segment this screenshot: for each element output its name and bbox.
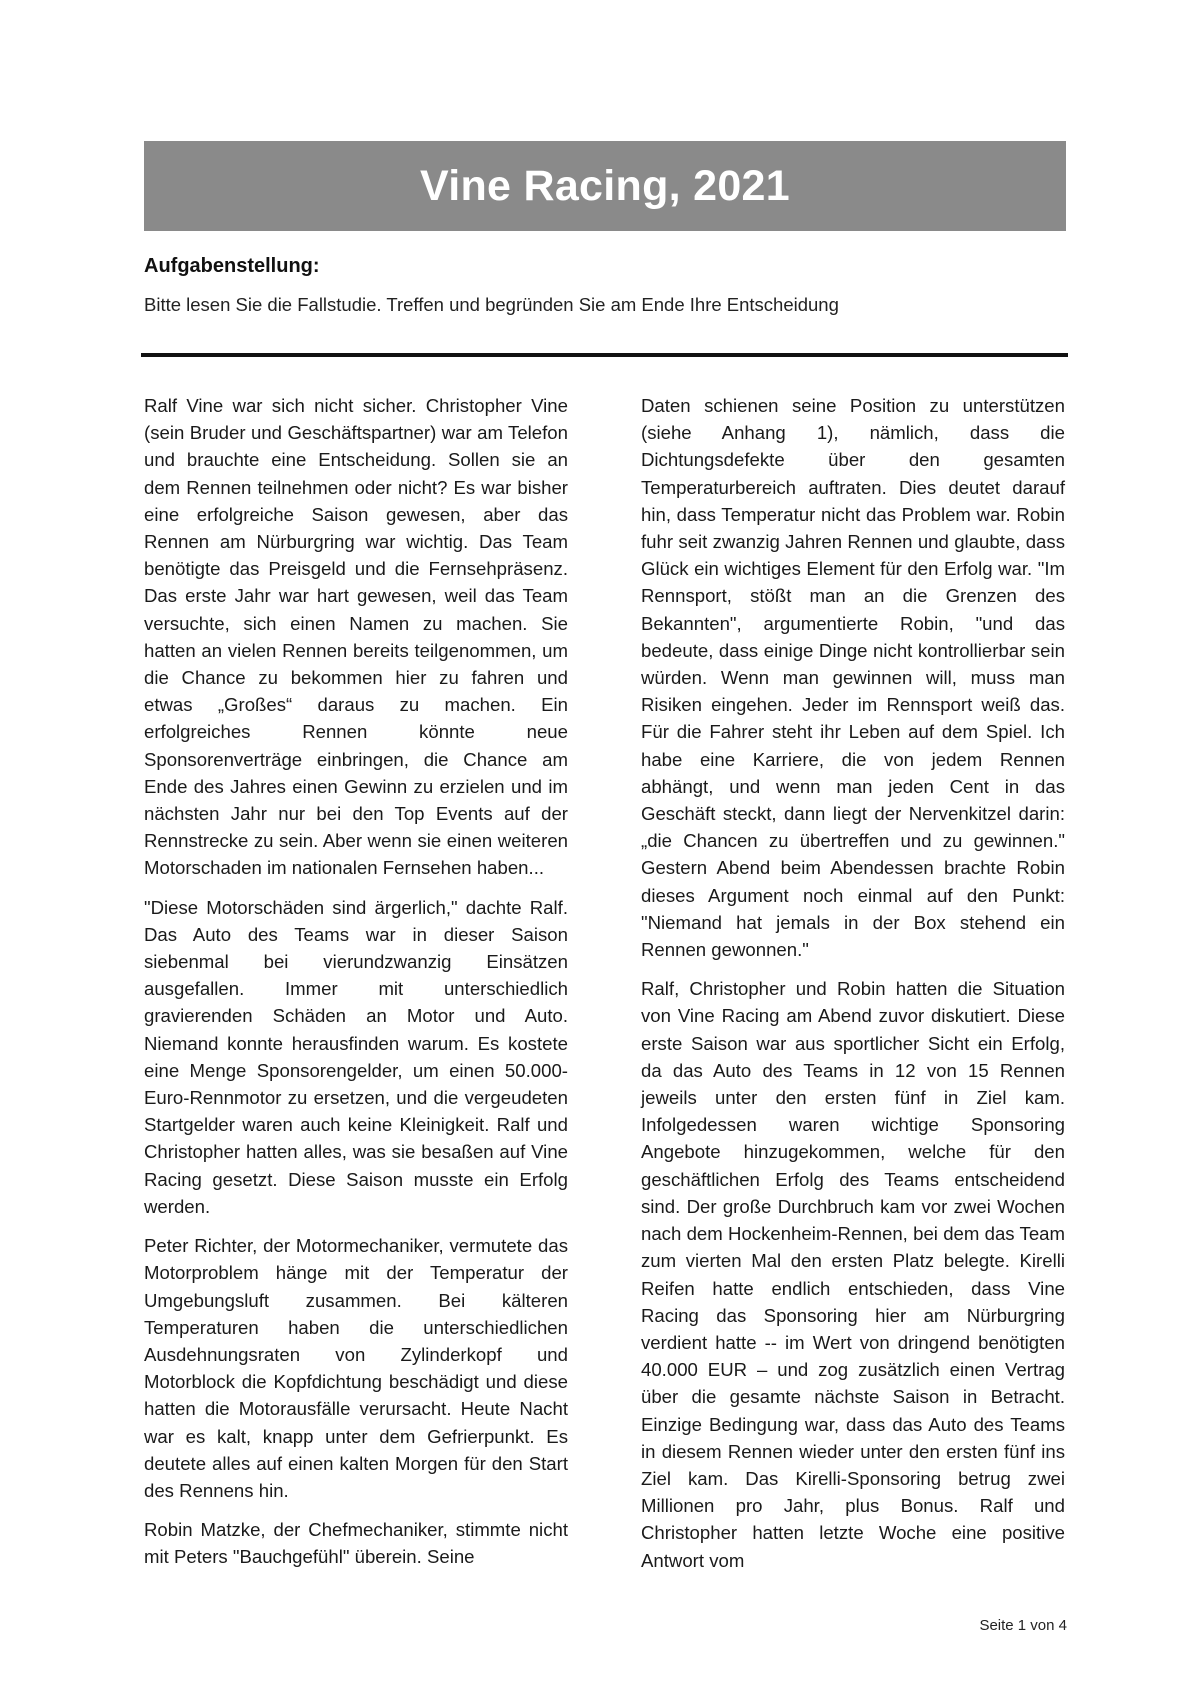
paragraph: "Diese Motorschäden sind ärgerlich," dachte Ralf. Das Auto des Teams war in dieser Saison siebenmal bei vierundzwanzig Einsätzen ausgefallen. Immer mit unterschiedlich gravierenden Schäden an Motor und Auto. Niemand konnte herausfinden warum. Es kostete eine Menge Sponsorengelder, um einen 50.000-Euro-Rennmotor zu ersetzen, und die vergeudeten Startgelder waren auch keine Kleinigkeit. Ralf und Christopher hatten alles, was sie besaßen auf Vine Racing gesetzt. Diese Saison musste ein Erfolg werden.	[144, 896, 568, 1217]
task-heading: Aufgabenstellung:	[144, 255, 320, 277]
right-column	[641, 392, 1065, 1586]
paragraph: Ralf Vine war sich nicht sicher. Christopher Vine (sein Bruder und Geschäftspartner) war am Telefon und brauchte eine Entscheidung. Sollen sie an dem Rennen teilnehmen oder nicht? Es war bisher eine erfolgreiche Saison gewesen, aber das Rennen am Nürburgring war wichtig. Das Team benötigte das Preisgeld und die Fernsehpräsenz. Das erste Jahr war hart gewesen, weil das Team versuchte, sich einen Namen zu machen. Sie hatten an vielen Rennen bereits teilgenommen, um die Chance zu bekommen hier zu fahren und etwas „Großes“ daraus zu machen. Ein erfolgreiches Rennen könnte neue Sponsorenverträge einbringen, die Chance am Ende des Jahres einen Gewinn zu erzielen und im nächsten Jahr nur bei den Top Events auf der Rennstrecke zu sein. Aber wenn sie einen weiteren Motorschaden im nationalen Fernsehen haben...	[144, 395, 568, 879]
paragraph: Robin Matzke, der Chefmechaniker, stimmte nicht mit Peters "Bauchgefühl" überein. Seine	[144, 1519, 568, 1568]
paragraph: Ralf, Christopher und Robin hatten die Situation von Vine Racing am Abend zuvor diskutiert. Diese erste Saison war aus sportlicher Sicht ein Erfolg, da das Auto des Teams in 12 von 15 Rennen jeweils unter den ersten fünf in Ziel kam. Infolgedessen waren wichtige Sponsoring Angebote hinzugekommen, welche für den geschäftlichen Erfolg des Teams entscheidend sind. Der große Durchbruch kam vor zwei Wochen nach dem Hockenheim-Rennen, bei dem das Team zum vierten Mal den ersten Platz belegte. Kirelli Reifen hatte endlich entschieden, dass Vine Racing das Sponsoring hier am Nürburgring verdient hatte -- im Wert von dringend benötigten 40.000 EUR – und zog zusätzlich einen Vertrag über die gesamte nächste Saison in Betracht. Einzige Bedingung war, dass das Auto des Teams in diesem Rennen wieder unter den ersten fünf ins Ziel kam. Das Kirelli-Sponsoring betrug zwei Millionen pro Jahr, plus Bonus. Ralf und Christopher hatten letzte Woche eine positive Antwort vom	[641, 978, 1065, 1571]
task-text: Bitte lesen Sie die Fallstudie. Treffen und begründen Sie am Ende Ihre Entscheidung	[144, 294, 839, 315]
title-banner	[144, 141, 1066, 231]
page-number: Seite 1 von 4	[979, 1617, 1067, 1634]
left-column	[144, 392, 568, 1583]
section-divider	[141, 353, 1068, 357]
page-title: Vine Racing, 2021	[420, 161, 790, 210]
paragraph: Peter Richter, der Motormechaniker, vermutete das Motorproblem hänge mit der Temperatur der Umgebungsluft zusammen. Bei kälteren Temperaturen haben die unterschiedlichen Ausdehnungsraten von Zylinderkopf und Motorblock die Kopfdichtung beschädigt und diese hatten die Motorausfälle verursacht. Heute Nacht war es kalt, knapp unter dem Gefrierpunkt. Es deutete alles auf einen kalten Morgen für den Start des Rennens hin.	[144, 1235, 568, 1501]
paragraph: Daten schienen seine Position zu unterstützen (siehe Anhang 1), nämlich, dass die Dichtungsdefekte über den gesamten Temperaturbereich auftraten. Dies deutet darauf hin, dass Temperatur nicht das Problem war. Robin fuhr seit zwanzig Jahren Rennen und glaubte, dass Glück ein wichtiges Element für den Erfolg war. "Im Rennsport, stößt man an die Grenzen des Bekannten", argumentierte Robin, "und das bedeute, dass einige Dinge nicht kontrollierbar sein würden. Wenn man gewinnen will, muss man Risiken eingehen. Jeder im Rennsport weiß das. Für die Fahrer steht ihr Leben auf dem Spiel. Ich habe eine Karriere, die von jedem Rennen abhängt, und wenn man jeden Cent in das Geschäft steckt, dann liegt der Nervenkitzel darin:„die Chancen zu übertreffen und zu gewinnen." Gestern Abend beim Abendessen brachte Robin dieses Argument noch einmal auf den Punkt: "Niemand hat jemals in der Box stehend ein Rennen gewonnen."	[641, 395, 1065, 961]
